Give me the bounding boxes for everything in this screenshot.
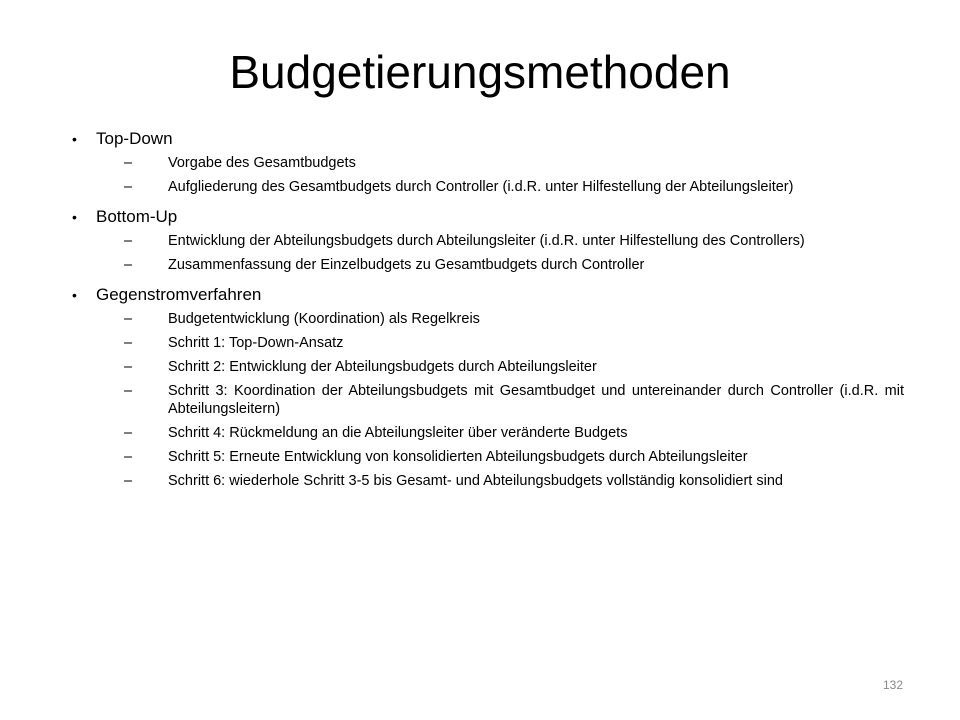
dash-icon: – bbox=[124, 449, 133, 465]
list-item-text: Schritt 4: Rückmeldung an die Abteilungsleiter über veränderte Budgets bbox=[168, 425, 628, 441]
list-item-text: Vorgabe des Gesamtbudgets bbox=[168, 155, 356, 171]
list-item-text: Aufgliederung des Gesamtbudgets durch Controller (i.d.R. unter Hilfestellung der Abteilungsleiter) bbox=[168, 179, 794, 195]
slide-content bbox=[72, 128, 904, 500]
list-item-text: Schritt 1: Top-Down-Ansatz bbox=[168, 335, 344, 351]
bullet-icon: • bbox=[72, 287, 77, 303]
section-top-down bbox=[72, 128, 904, 196]
list-item bbox=[120, 310, 904, 328]
list-item bbox=[120, 232, 904, 250]
list-item bbox=[120, 256, 904, 274]
list-item bbox=[120, 424, 904, 442]
list-item bbox=[120, 472, 904, 490]
section-label: Top-Down bbox=[96, 129, 173, 148]
dash-icon: – bbox=[124, 335, 133, 351]
dash-icon: – bbox=[124, 233, 133, 249]
bullet-icon: • bbox=[72, 209, 77, 225]
list-item bbox=[120, 178, 904, 196]
dash-icon: – bbox=[124, 473, 133, 489]
dash-icon: – bbox=[124, 359, 133, 375]
sub-list bbox=[96, 154, 904, 196]
dash-icon: – bbox=[124, 383, 133, 399]
list-item-text: Zusammenfassung der Einzelbudgets zu Gesamtbudgets durch Controller bbox=[168, 257, 645, 273]
bullet-icon: • bbox=[72, 131, 77, 147]
section-label: Bottom-Up bbox=[96, 207, 178, 226]
list-item bbox=[120, 448, 904, 466]
dash-icon: – bbox=[124, 155, 133, 171]
list-item-text: Schritt 5: Erneute Entwicklung von konsolidierten Abteilungsbudgets durch Abteilungsleiter bbox=[168, 449, 748, 465]
list-item bbox=[120, 358, 904, 376]
list-item bbox=[120, 154, 904, 172]
dash-icon: – bbox=[124, 311, 133, 327]
list-item-text: Entwicklung der Abteilungsbudgets durch Abteilungsleiter (i.d.R. unter Hilfestellung des Controllers) bbox=[168, 233, 805, 249]
dash-icon: – bbox=[124, 425, 133, 441]
list-item bbox=[120, 382, 904, 418]
dash-icon: – bbox=[124, 257, 133, 273]
dash-icon: – bbox=[124, 179, 133, 195]
bullet-list bbox=[72, 128, 904, 490]
page-number: 132 bbox=[882, 678, 903, 692]
section-bottom-up bbox=[72, 206, 904, 274]
section-label: Gegenstromverfahren bbox=[96, 285, 262, 304]
sub-list bbox=[96, 232, 904, 274]
list-item bbox=[120, 334, 904, 352]
sub-list bbox=[96, 310, 904, 490]
section-gegenstromverfahren bbox=[72, 284, 904, 490]
list-item-text: Schritt 6: wiederhole Schritt 3-5 bis Gesamt- und Abteilungsbudgets vollständig konsolidiert sind bbox=[168, 473, 783, 489]
list-item-text: Budgetentwicklung (Koordination) als Regelkreis bbox=[168, 311, 480, 327]
list-item-text: Schritt 3: Koordination der Abteilungsbudgets mit Gesamtbudget und untereinander durch Controller (i.d.R. mit Abteilungsleitern) bbox=[168, 383, 904, 417]
list-item-text: Schritt 2: Entwicklung der Abteilungsbudgets durch Abteilungsleiter bbox=[168, 359, 597, 375]
slide-title: Budgetierungsmethoden bbox=[229, 46, 731, 98]
